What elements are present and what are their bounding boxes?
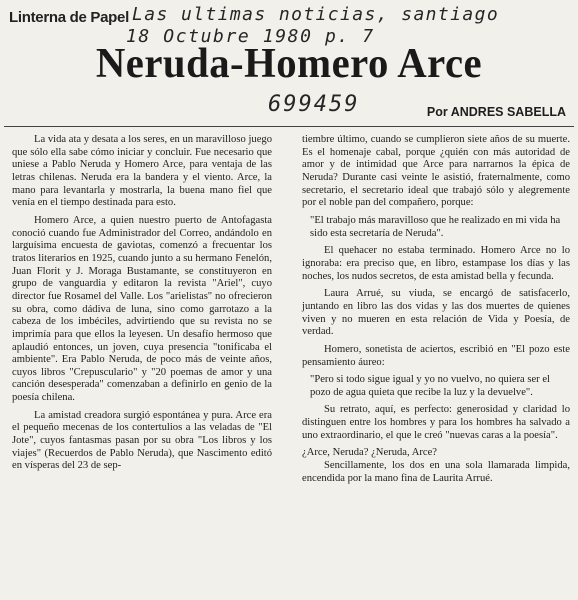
- paragraph: Homero Arce, a quien nuestro puerto de Antofagasta conoció cuando fue Administrador del Correo, andándolo en larguísima encuesta de gaviotas, comenzó a frecuentar los tratos literarios en 1925, cuando junto a su hermano Fenelón, Juan Florit y J. Moraga Bustamante, se constituyeron en grupo de vanguardia y editaron la revista "Ariel", cuyo director fue Rosamel del Valle. Los "arielistas" no ofrecieron su obra, como dádiva de luna, sino como garrotazo a la cabeza de los imbéciles, advirtiendo que su revista no se imprimía para que ellos la leyesen. Un desafío hermoso que aplaudió entonces, un joven, cuya presencia "tonificaba el ambiente". Era Pablo Neruda, de poco más de veinte años, cuyos libros "Crepusculario" y "20 poemas de amor y una canción desesperada" comenzaban a definirlo en genio de la poesía chilena.: [12, 214, 272, 404]
- byline: Por ANDRES SABELLA: [426, 105, 566, 119]
- paragraph: tiembre último, cuando se cumplieron siete años de su muerte. Es el homenaje cabal, porque ¿quién con más autoridad de amor y de intimidad que Arce para narrarnos la épica de Neruda? Durante casi veinte le asistió, fraternalmente, como secretario, el secretario ideal que trabajó sólo y alegremente por el noble pan del compañero, porque:: [302, 134, 570, 209]
- paragraph: El quehacer no estaba terminado. Homero Arce no lo ignoraba: era preciso que, en libro, estampase los días y las noches, los nudos secretos, de esta amistad bella y fecunda.: [302, 245, 570, 282]
- header-rule: [4, 126, 574, 127]
- left-column: [12, 134, 272, 473]
- headline: Neruda-Homero Arce: [95, 41, 483, 87]
- quote: "Pero si todo sigue igual y yo no vuelvo, no quiera ser el pozo de agua quieta que recibe la luz y la devuelve".: [310, 374, 550, 398]
- handwritten-date: 18 Octubre 1980 p. 7: [126, 26, 375, 47]
- question-line: ¿Arce, Neruda? ¿Neruda, Arce?: [302, 447, 437, 459]
- paragraph: Laura Arrué, su viuda, se encargó de satisfacerlo, juntando en libro las dos vidas y las dos muertes de quienes viven y no mueren en esta relación de Vida y Poesía, de verdad.: [302, 288, 570, 338]
- handwritten-number: 699459: [268, 92, 360, 117]
- column-label: Linterna de Papel: [9, 9, 129, 26]
- paragraph: La vida ata y desata a los seres, en un maravilloso juego que sólo ella sabe cómo iniciar y concluir. Fue necesario que uniese a Pablo Neruda y Homero Arce, para ventaja de las letras chilenas. Neruda era la bandera y el viento. Arce, la mano para levantarla y mostrarla, la buena mano fiel que venía en el tiempo destinada para esto.: [12, 134, 272, 209]
- handwritten-source: Las ultimas noticias, santiago: [132, 4, 500, 25]
- paragraph: Sencillamente, los dos en una sola llamarada limpida, encendida por la mano fina de Laurita Arrué.: [302, 460, 570, 484]
- right-column: [302, 134, 570, 485]
- paragraph: Su retrato, aquí, es perfecto: generosidad y claridad lo distinguen entre los hombres y para los hombres ha salvado a uno extraordinario, el que le creó "nuevas caras a la poesía".: [302, 404, 570, 441]
- paragraph: Homero, sonetista de aciertos, escribió en "El pozo este pensamiento áureo:: [302, 343, 570, 368]
- paragraph: La amistad creadora surgió espontánea y pura. Arce era el pequeño mecenas de los contertulios a las veladas de "El Jote", cuyos fantasmas pasan por su obra "Los libros y los viajes" (Recuerdos de Pablo Neruda), que Nascimento editó en vísperas del 23 de sep-: [12, 409, 272, 472]
- quote: "El trabajo más maravilloso que he realizado en mi vida ha sido esta secretaría de Neruda".: [310, 214, 561, 239]
